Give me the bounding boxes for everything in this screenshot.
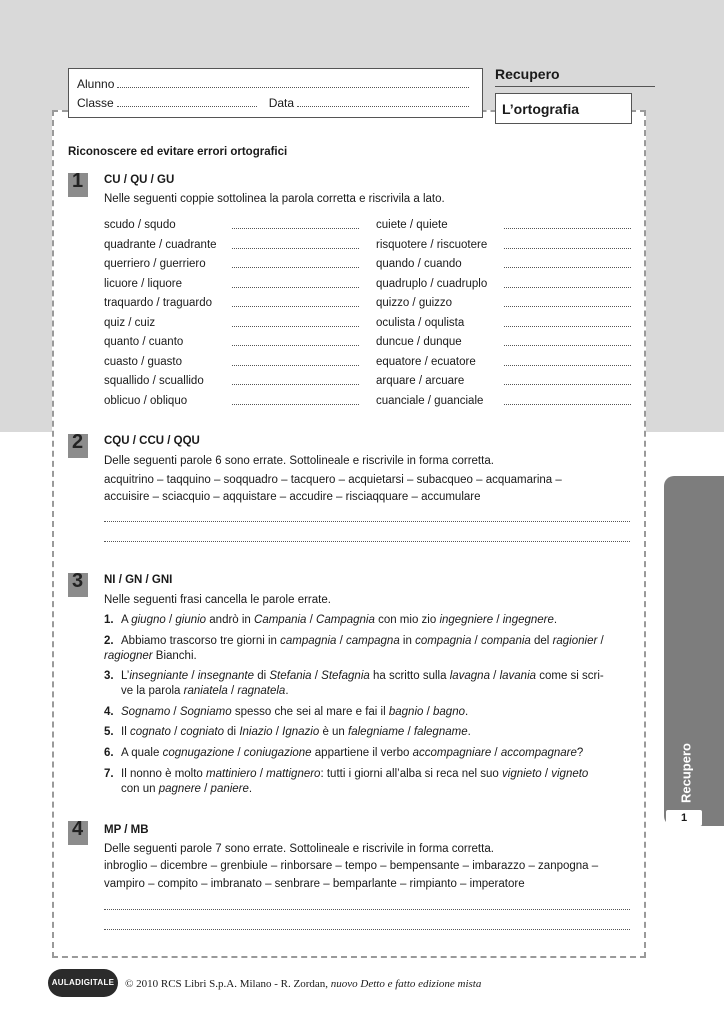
date-label: Data xyxy=(268,96,295,110)
answer-field[interactable] xyxy=(232,267,359,268)
class-field[interactable] xyxy=(117,97,257,107)
word-pair[interactable]: quadrante / cuadrante xyxy=(104,238,217,251)
exercise-2-instruction: Delle seguenti parole 6 sono errate. Sottolineale e riscrivile in forma corretta. xyxy=(104,455,494,467)
answer-field[interactable] xyxy=(232,228,359,229)
word-pair[interactable]: cuiete / quiete xyxy=(376,219,448,231)
sentence-5: 5. Il cognato / cogniato di Iniazio / Ignazio è un falegniame / falegname. xyxy=(104,726,471,738)
answer-field[interactable] xyxy=(504,326,631,327)
answer-field[interactable] xyxy=(504,365,631,366)
student-name-field[interactable] xyxy=(117,78,469,88)
student-info-box xyxy=(68,68,483,118)
exercise-4-instruction: Delle seguenti parole 7 sono errate. Sottolineale e riscrivile in forma corretta. xyxy=(104,843,494,855)
sentence-3: 3. L’insegniante / insegnante di Stefania / Stefagnia ha scritto sulla lavagna / lavania come si scri- ve la parola raniatela / ragnatela. xyxy=(104,670,604,697)
word-pair[interactable]: cuasto / guasto xyxy=(104,355,182,368)
answer-field[interactable] xyxy=(504,404,631,405)
answer-field[interactable] xyxy=(504,345,631,346)
exercise-4-number: 4 xyxy=(68,821,88,845)
student-label: Alunno xyxy=(77,77,115,91)
exercise-4-words-line-2: vampiro – compito – imbranato – senbrare – bemparlante – rimpianto – imperatore xyxy=(104,878,525,890)
word-pair[interactable]: duncue / dunque xyxy=(376,336,462,348)
exercise-2-words-line-1: acquitrino – taqquino – soqquadro – tacquero – acquietarsi – subacqueo – acquamarina – xyxy=(104,474,562,486)
word-pair[interactable]: equatore / ecuatore xyxy=(376,355,476,368)
exercise-2-number: 2 xyxy=(68,434,88,458)
exercise-2-answer-line[interactable] xyxy=(104,521,630,522)
sentence-2: 2. Abbiamo trascorso tre giorni in campagnia / campagna in compagnia / compania del ragionier / ragiogner Bianchi. xyxy=(104,635,604,662)
answer-field[interactable] xyxy=(504,287,631,288)
footer-copyright: © 2010 RCS Libri S.p.A. Milano - R. Zordan, nuovo Detto e fatto edizione mista xyxy=(125,978,482,990)
exercise-3-instruction: Nelle seguenti frasi cancella le parole errate. xyxy=(104,594,331,606)
word-pair[interactable]: quizzo / guizzo xyxy=(376,297,453,309)
word-pair[interactable]: quiz / cuiz xyxy=(104,316,156,329)
exercise-2-words-line-2: accuisire – sciacquio – aqquistare – accudire – risciaqquare – accumulare xyxy=(104,491,481,503)
word-pair[interactable]: squallido / scuallido xyxy=(104,375,204,387)
exercise-4-answer-line[interactable] xyxy=(104,929,630,930)
exercise-3-title: NI / GN / GNI xyxy=(104,574,173,586)
exercise-4-answer-line[interactable] xyxy=(104,909,630,910)
sentence-7: 7. Il nonno è molto mattiniero / mattignero: tutti i giorni all’alba si reca nel suo vignieto / vigneto con un pagnere / paniere. xyxy=(104,768,589,795)
topic-title: L’ortografia xyxy=(495,93,632,124)
answer-field[interactable] xyxy=(232,384,359,385)
answer-field[interactable] xyxy=(232,326,359,327)
answer-field[interactable] xyxy=(504,267,631,268)
answer-field[interactable] xyxy=(504,248,631,249)
answer-field[interactable] xyxy=(504,306,631,307)
sentence-1: 1. A giugno / giunio andrò in Campania / Campagnia con mio zio ingegniere / ingegnere. xyxy=(104,614,558,626)
word-pair[interactable]: cuanciale / guanciale xyxy=(376,394,484,407)
date-field[interactable] xyxy=(297,97,469,107)
word-pair[interactable]: arquare / arcuare xyxy=(376,375,465,387)
answer-field[interactable] xyxy=(504,228,631,229)
sentence-6: 6. A quale cognugazione / coniugazione appartiene il verbo accompagniare / accompagnare? xyxy=(104,747,584,759)
exercise-1-instruction: Nelle seguenti coppie sottolinea la parola corretta e riscrivila a lato. xyxy=(104,193,445,205)
answer-field[interactable] xyxy=(232,287,359,288)
word-pair[interactable]: risquotere / riscuotere xyxy=(376,238,488,251)
main-heading: Riconoscere ed evitare errori ortografici xyxy=(68,146,288,158)
exercise-4-title: MP / MB xyxy=(104,824,149,836)
section-title: Recupero xyxy=(495,66,655,87)
word-pair[interactable]: oculista / oqulista xyxy=(376,316,465,329)
answer-field[interactable] xyxy=(232,345,359,346)
sentence-4: 4. Sognamo / Sogniamo spesso che sei al mare e fai il bagnio / bagno. xyxy=(104,706,469,718)
word-pair[interactable]: scudo / squdo xyxy=(104,219,176,231)
exercise-1-number: 1 xyxy=(68,173,88,197)
exercise-3-number: 3 xyxy=(68,573,88,597)
side-tab-label: Recupero xyxy=(678,743,694,803)
answer-field[interactable] xyxy=(232,248,359,249)
exercise-2-title: CQU / CCU / QQU xyxy=(104,435,200,447)
word-pair[interactable]: quanto / cuanto xyxy=(104,336,184,348)
word-pair[interactable]: querriero / guerriero xyxy=(104,258,206,270)
answer-field[interactable] xyxy=(232,365,359,366)
answer-field[interactable] xyxy=(504,384,631,385)
word-pair[interactable]: licuore / liquore xyxy=(104,277,182,290)
word-pair[interactable]: traquardo / traguardo xyxy=(104,297,213,309)
word-pair[interactable]: oblicuo / obliquo xyxy=(104,394,188,407)
word-pair[interactable]: quando / cuando xyxy=(376,258,462,270)
class-label: Classe xyxy=(77,96,114,110)
exercise-4-words-line-1: inbroglio – dicembre – grenbiule – rinborsare – tempo – bempensante – imbarazzo – zanpogna – xyxy=(104,860,599,872)
publisher-logo: AULADIGITALE xyxy=(48,969,118,997)
answer-field[interactable] xyxy=(232,306,359,307)
answer-field[interactable] xyxy=(232,404,359,405)
word-pair[interactable]: quadruplo / cuadruplo xyxy=(376,277,488,290)
exercise-2-answer-line[interactable] xyxy=(104,541,630,542)
side-tab-page-number: 1 xyxy=(666,810,702,826)
exercise-1-title: CU / QU / GU xyxy=(104,174,175,186)
